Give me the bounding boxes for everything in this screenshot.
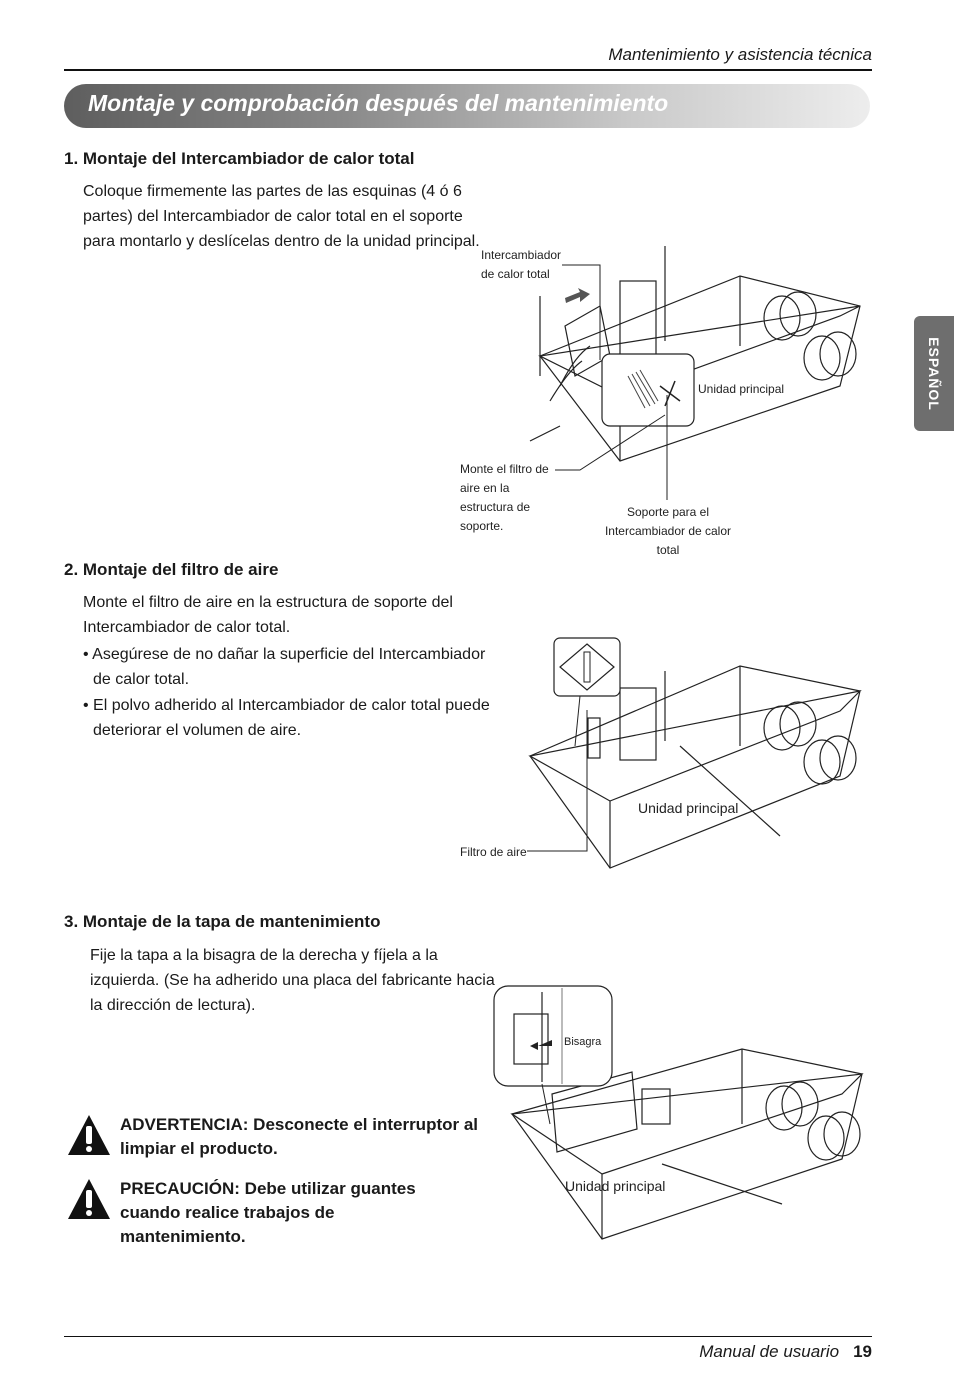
warning-icon [66, 1113, 112, 1157]
support-label: Soporte para el Intercambiador de calor total [604, 505, 732, 557]
section2-body: Monte el filtro de aire en la estructura de soporte del Intercambiador de calor total. [83, 594, 453, 636]
section2-bullet-2: • El polvo adherido al Intercambiador de calor total puede deteriorar el volumen de aire. [83, 697, 490, 739]
footer-label: Manual de usuario [699, 1342, 840, 1361]
main-unit-label-2: Unidad principal [638, 800, 739, 816]
exchanger-label: Intercambiador de calor total [481, 248, 562, 281]
language-tab [914, 316, 954, 431]
running-header: Mantenimiento y asistencia técnica [608, 45, 872, 64]
section1-body: Coloque firmemente las partes de las esquinas (4 ó 6 partes) del Intercambiador de calor total en el soporte para montarlo y deslícelas dentro de la unidad principal. [83, 183, 480, 250]
main-unit-label-1: Unidad principal [698, 382, 785, 396]
section3-body: Fije la tapa a la bisagra de la derecha y fíjela a la izquierda. (Se ha adherido una placa del fabricante hacia la dirección de lectura). [90, 947, 495, 1014]
air-filter-label: Filtro de aire [460, 845, 527, 859]
section2-bullet-1: • Asegúrese de no dañar la superficie del Intercambiador de calor total. [83, 646, 486, 688]
footer [699, 1342, 872, 1362]
header-rule [64, 69, 872, 71]
warning-text: ADVERTENCIA: Desconecte el interruptor al limpiar el producto. [120, 1115, 479, 1158]
footer-rule [64, 1336, 872, 1337]
section1-leader-lines [540, 250, 680, 510]
caution-text: PRECAUCIÓN: Debe utilizar guantes cuando realice trabajos de mantenimiento. [120, 1179, 416, 1246]
maintenance-cover-illustration [492, 984, 877, 1244]
section2-leader-lines [525, 700, 605, 860]
section2-title: 2. Montaje del filtro de aire [64, 560, 279, 579]
hinge-label: Bisagra [564, 1036, 602, 1048]
page-number: 19 [853, 1342, 872, 1361]
page-title: Montaje y comprobación después del mantenimiento [88, 90, 669, 116]
language-tab-label: ESPAÑOL [926, 336, 942, 411]
warning-icon [66, 1177, 112, 1221]
section1-title: 1. Montaje del Intercambiador de calor total [64, 149, 415, 168]
section3-title: 3. Montaje de la tapa de mantenimiento [64, 912, 381, 931]
main-unit-label-3: Unidad principal [565, 1178, 666, 1194]
filter-mount-label: Monte el filtro de aire en la estructura de soporte. [460, 462, 549, 533]
